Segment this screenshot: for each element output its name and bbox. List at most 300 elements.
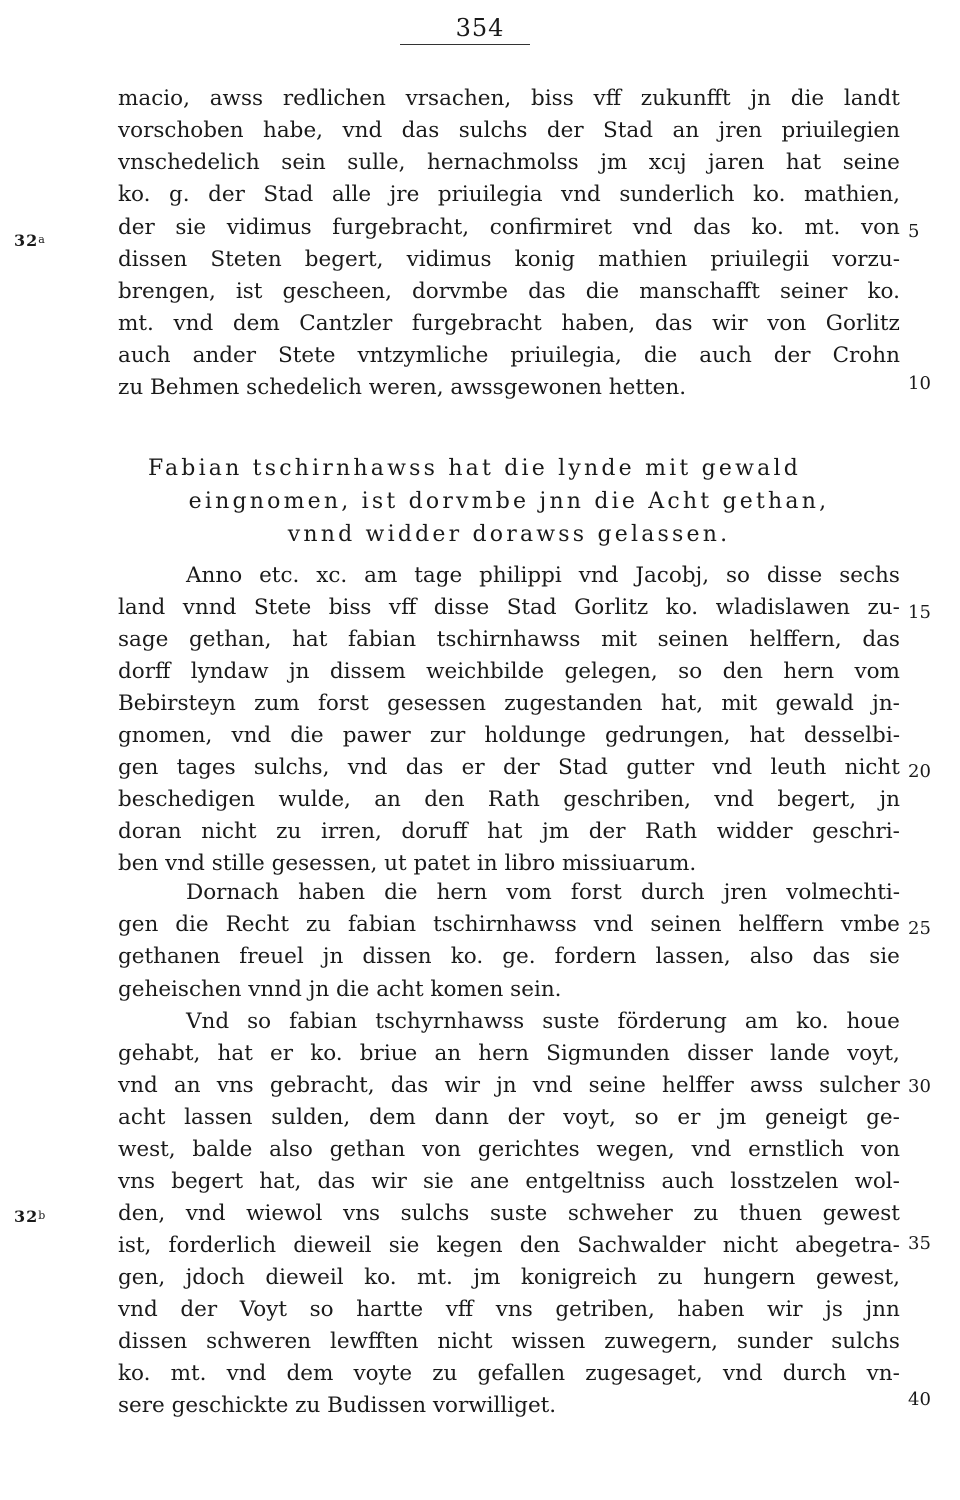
word: vnd: [593, 912, 634, 937]
line-number: 20: [908, 761, 931, 782]
word: mt.: [417, 1265, 453, 1290]
word: pawer: [342, 723, 411, 748]
word: durch: [782, 1361, 847, 1386]
word: begert,: [777, 787, 857, 812]
word: forderlich: [168, 1233, 277, 1258]
word: die: [175, 912, 209, 937]
word: Voyt: [239, 1297, 288, 1322]
word: an: [173, 1073, 201, 1098]
text-line: [118, 1039, 900, 1069]
word: gedrungen,: [605, 723, 731, 748]
word: mit: [601, 627, 637, 652]
word: hat,: [259, 1169, 302, 1194]
word: er: [270, 1041, 294, 1066]
text-line: [118, 721, 900, 751]
word: voyte: [353, 1361, 413, 1386]
text-line: [118, 277, 900, 307]
word: schweher: [567, 1201, 673, 1226]
word: Stad: [506, 595, 557, 620]
word: er: [677, 1105, 701, 1130]
word: an: [374, 787, 401, 812]
text-line: [118, 1167, 900, 1197]
word: doran: [118, 819, 182, 844]
word: vnd: [118, 1297, 158, 1322]
word: die: [790, 86, 825, 111]
word: sie: [423, 1169, 454, 1194]
word: vnd: [347, 755, 388, 780]
text-line: sere geschickte zu Budissen vorwilliget.: [118, 1393, 557, 1418]
word: Stad: [263, 182, 314, 207]
word: seinen: [650, 912, 722, 937]
word: vff: [388, 595, 417, 620]
word: hat: [292, 627, 328, 652]
word: Dornach: [186, 880, 280, 905]
word: zu: [432, 1361, 458, 1386]
text-line: [118, 1199, 900, 1229]
text-line: [118, 1071, 900, 1101]
word: Cantzler: [299, 311, 393, 336]
word: am: [364, 563, 398, 588]
word: dem: [286, 1361, 334, 1386]
heading-line: Fabian tschirnhawss hat die lynde mit gewald: [148, 456, 801, 481]
word: ko.: [118, 1361, 151, 1386]
word: gen: [118, 912, 159, 937]
word: den: [519, 1233, 561, 1258]
word: weichbilde: [426, 659, 545, 684]
word: gefallen: [477, 1361, 566, 1386]
word: auch: [661, 1169, 715, 1194]
word: die: [290, 723, 324, 748]
word: ko.: [752, 182, 786, 207]
text-line: zu Behmen schedelich weren, awssgewonen hetten.: [118, 375, 687, 400]
word: so: [634, 1105, 659, 1130]
word: die: [643, 343, 678, 368]
word: gewest,: [815, 1265, 900, 1290]
word: Gorlitz: [825, 311, 900, 336]
word: begert: [171, 1169, 244, 1194]
word: geneigt: [765, 1105, 848, 1130]
margin-note-letter: b: [38, 1209, 47, 1222]
word: dieweil: [293, 1233, 372, 1258]
word: hartte: [356, 1297, 424, 1322]
word: sulden,: [271, 1105, 351, 1130]
line-number: 5: [908, 221, 920, 242]
word: helffern,: [749, 627, 842, 652]
word: der: [588, 819, 626, 844]
word: gelegen,: [564, 659, 658, 684]
word: gewald: [775, 691, 854, 716]
margin-note-folio: [14, 225, 46, 256]
word: vnd: [578, 563, 619, 588]
word: landt: [843, 86, 900, 111]
text-line: [118, 1231, 900, 1261]
word: dieweil: [265, 1265, 344, 1290]
word: der: [507, 1105, 545, 1130]
word: suste: [542, 1009, 600, 1034]
line-number: 35: [908, 1233, 931, 1254]
word: sie: [869, 944, 900, 969]
word: lyndaw: [190, 659, 269, 684]
word: sulchs,: [253, 755, 330, 780]
word: sechs: [839, 563, 900, 588]
word: zukunfft: [640, 86, 731, 111]
word: gutter: [626, 755, 695, 780]
word: nicht: [844, 755, 900, 780]
text-line: [118, 942, 900, 972]
word: von: [422, 1137, 461, 1162]
word: von: [860, 215, 900, 240]
word: zur: [429, 723, 466, 748]
word: das: [528, 279, 566, 304]
word: hernachmolss: [427, 150, 579, 175]
text-line: [118, 180, 900, 210]
word: Sigmunden: [546, 1041, 670, 1066]
word: dissem: [329, 659, 406, 684]
word: so: [247, 1009, 272, 1034]
word: tages: [176, 755, 236, 780]
word: der: [773, 343, 811, 368]
word: disse: [766, 563, 823, 588]
word: dem: [368, 1105, 416, 1130]
word: jren: [723, 880, 768, 905]
word: Recht: [225, 912, 290, 937]
word: von: [767, 311, 807, 336]
word: leuth: [770, 755, 827, 780]
word: sie: [175, 215, 207, 240]
word: furgebracht: [411, 311, 542, 336]
word: jnn: [865, 1297, 900, 1322]
word: hat,: [660, 691, 704, 716]
word: hern: [478, 1041, 529, 1066]
word: forst: [570, 880, 622, 905]
word: ko.: [118, 182, 151, 207]
word: vrsachen,: [405, 86, 512, 111]
word: nicht: [437, 1329, 493, 1354]
word: suste: [489, 1201, 548, 1226]
word: xc.: [316, 563, 348, 588]
word: priuilegii: [710, 247, 810, 272]
word: der: [180, 1297, 218, 1322]
word: ist: [235, 279, 263, 304]
word: so: [678, 659, 703, 684]
word: hat: [487, 819, 523, 844]
word: jm: [542, 819, 570, 844]
word: mt.: [804, 215, 841, 240]
word: Rath: [487, 787, 540, 812]
word: Stete: [278, 343, 336, 368]
word: holdunge: [484, 723, 586, 748]
word: js: [825, 1297, 843, 1322]
word: vns: [343, 1201, 381, 1226]
line-number: 25: [908, 918, 931, 939]
word: vmbe: [840, 912, 900, 937]
word: ge-: [866, 1105, 900, 1130]
word: das: [405, 755, 444, 780]
word: ko.: [796, 1009, 829, 1034]
word: also: [269, 1137, 313, 1162]
text-line: [118, 689, 900, 719]
word: ist,: [118, 1233, 152, 1258]
word: helffern: [738, 912, 824, 937]
word: jn: [879, 787, 900, 812]
word: geschriben,: [563, 787, 691, 812]
word: gebracht,: [269, 1073, 375, 1098]
word: geschri-: [812, 819, 900, 844]
line-number: 15: [908, 602, 931, 623]
word: voyt,: [847, 1041, 900, 1066]
word: jm: [473, 1265, 501, 1290]
word: confirmiret: [489, 215, 613, 240]
word: zugestanden: [504, 691, 643, 716]
word: ko.: [751, 215, 784, 240]
word: acht: [118, 1105, 166, 1130]
word: vnd: [722, 1361, 763, 1386]
word: ko.: [310, 1041, 343, 1066]
word: gerichtes: [477, 1137, 580, 1162]
text-line: [118, 1359, 900, 1389]
word: Stete: [253, 595, 312, 620]
word: sage: [118, 627, 169, 652]
word: briue: [359, 1041, 418, 1066]
line-number: 10: [908, 373, 931, 394]
word: tschyrnhawss: [375, 1009, 525, 1034]
word: Steten: [210, 247, 282, 272]
word: jn: [322, 944, 344, 969]
word: durch: [640, 880, 705, 905]
word: wladislawen: [715, 595, 851, 620]
word: der: [502, 755, 540, 780]
word: das: [693, 215, 731, 240]
text-line: [118, 817, 900, 847]
text-line: [118, 309, 900, 339]
word: begert,: [304, 247, 384, 272]
word: habe,: [263, 118, 324, 143]
word: vnd: [342, 118, 383, 143]
word: den: [424, 787, 465, 812]
line-number: 40: [908, 1389, 931, 1410]
word: ko.: [450, 944, 484, 969]
word: ko.: [665, 595, 699, 620]
word: auch: [699, 343, 752, 368]
word: seine: [842, 150, 900, 175]
word: die: [585, 279, 620, 304]
word: gesessen: [387, 691, 486, 716]
margin-note-number: 32: [14, 231, 39, 250]
word: sulle,: [347, 150, 406, 175]
word: gescheen,: [282, 279, 392, 304]
word: awss: [749, 1073, 804, 1098]
word: der: [118, 215, 155, 240]
word: etc.: [259, 563, 300, 588]
word: gehabt,: [118, 1041, 201, 1066]
word: vom: [854, 659, 900, 684]
word: dorvmbe: [412, 279, 509, 304]
word: Rath: [645, 819, 698, 844]
word: biss: [531, 86, 574, 111]
word: abegetra-: [795, 1233, 900, 1258]
word: alle: [331, 182, 372, 207]
word: vns: [495, 1297, 533, 1322]
word: wulde,: [278, 787, 351, 812]
word: vnd: [226, 1361, 267, 1386]
word: xcıj: [648, 150, 687, 175]
word: Anno: [186, 563, 243, 588]
word: zuwegern,: [604, 1329, 718, 1354]
word: tschirnhawss: [433, 912, 577, 937]
word: vnd: [561, 182, 601, 207]
word: losstzelen: [730, 1169, 839, 1194]
word: beschedigen: [118, 787, 256, 812]
word: freuel: [239, 944, 304, 969]
word: fabian: [348, 912, 417, 937]
word: der: [208, 182, 245, 207]
word: sulchs: [831, 1329, 900, 1354]
word: schweren: [206, 1329, 312, 1354]
word: so: [309, 1297, 334, 1322]
word: am: [744, 1009, 779, 1034]
word: zugesaget,: [585, 1361, 703, 1386]
word: der: [546, 118, 584, 143]
word: gen,: [118, 1265, 166, 1290]
word: nicht: [201, 819, 257, 844]
word: das: [390, 1073, 429, 1098]
word: zu: [693, 1201, 719, 1226]
word: mit: [721, 691, 758, 716]
text-line: [118, 753, 900, 783]
word: das: [862, 627, 900, 652]
word: getriben,: [555, 1297, 655, 1322]
word: Stad: [603, 118, 653, 143]
word: lassen,: [655, 944, 731, 969]
word: volmechti-: [786, 880, 900, 905]
word: lande: [769, 1041, 830, 1066]
word: fabian: [348, 627, 417, 652]
word: also: [749, 944, 794, 969]
word: vff: [445, 1297, 474, 1322]
word: hern: [436, 880, 488, 905]
word: fordern: [554, 944, 637, 969]
word: fabian: [289, 1009, 358, 1034]
word: dissen: [362, 944, 432, 969]
word: jren: [718, 118, 763, 143]
word: biss: [328, 595, 372, 620]
word: gewest: [822, 1201, 900, 1226]
word: desselbi-: [803, 723, 900, 748]
word: seiner: [779, 279, 848, 304]
word: philippi: [479, 563, 562, 588]
word: haben: [677, 1297, 745, 1322]
word: ane: [469, 1169, 510, 1194]
word: wol-: [854, 1169, 900, 1194]
word: Stad: [557, 755, 608, 780]
word: gnomen,: [118, 723, 213, 748]
word: vidimus: [226, 215, 312, 240]
margin-note-number: 32: [14, 1207, 39, 1226]
word: seine: [588, 1073, 646, 1098]
text-line: [118, 1103, 900, 1133]
word: vn-: [866, 1361, 900, 1386]
word: land: [118, 595, 166, 620]
word: zu-: [867, 595, 900, 620]
word: priuilegia,: [510, 343, 622, 368]
word: so: [725, 563, 750, 588]
word: an: [434, 1041, 462, 1066]
word: doruff: [401, 819, 468, 844]
word: dissen: [118, 1329, 188, 1354]
word: an: [672, 118, 700, 143]
word: entgeltniss: [525, 1169, 646, 1194]
word: vorschoben: [118, 118, 244, 143]
word: hern: [783, 659, 835, 684]
word: tschirnhawss: [436, 627, 581, 652]
word: wegen,: [596, 1137, 675, 1162]
word: gethanen: [118, 944, 221, 969]
word: jn-: [872, 691, 900, 716]
word: widder: [716, 819, 793, 844]
word: voyt,: [563, 1105, 616, 1130]
word: den: [722, 659, 763, 684]
word: kegen: [436, 1233, 503, 1258]
word: dem: [232, 311, 280, 336]
margin-note-letter: a: [38, 233, 46, 246]
text-line: [118, 657, 900, 687]
word: vnd: [532, 1073, 573, 1098]
word: zu: [305, 912, 332, 937]
text-line: [118, 1295, 900, 1325]
word: ander: [192, 343, 256, 368]
word: Bebirsteyn: [118, 691, 236, 716]
text-line: [118, 213, 900, 243]
word: vnnd: [182, 595, 237, 620]
word: gen: [118, 755, 159, 780]
margin-note-folio: [14, 1201, 46, 1232]
word: forst: [317, 691, 369, 716]
word: mt.: [170, 1361, 207, 1386]
word: irren,: [320, 819, 382, 844]
word: nicht: [722, 1233, 778, 1258]
word: priuilegien: [781, 118, 900, 143]
word: Sachwalder: [577, 1233, 706, 1258]
word: dorff: [118, 659, 171, 684]
word: balde: [192, 1137, 253, 1162]
word: g.: [168, 182, 190, 207]
word: jdoch: [185, 1265, 245, 1290]
text-line: [118, 785, 900, 815]
word: houe: [846, 1009, 900, 1034]
word: vom: [506, 880, 552, 905]
word: jm: [719, 1105, 747, 1130]
word: vnd: [185, 1201, 226, 1226]
page-number: 354: [455, 14, 505, 42]
word: vorzu-: [832, 247, 900, 272]
word: jaren: [708, 150, 765, 175]
text-line: [118, 116, 900, 146]
word: helffer: [662, 1073, 734, 1098]
word: das: [401, 118, 440, 143]
word: jn: [496, 1073, 517, 1098]
word: vidimus: [406, 247, 492, 272]
word: seinen: [657, 627, 729, 652]
word: vnd: [714, 787, 755, 812]
word: Jacobj,: [635, 563, 710, 588]
word: ko.: [867, 279, 900, 304]
word: sulchs: [400, 1201, 470, 1226]
word: furgebracht,: [332, 215, 470, 240]
word: mathien: [598, 247, 688, 272]
word: vnd: [632, 215, 673, 240]
word: vnd: [173, 311, 214, 336]
word: wir: [444, 1073, 480, 1098]
